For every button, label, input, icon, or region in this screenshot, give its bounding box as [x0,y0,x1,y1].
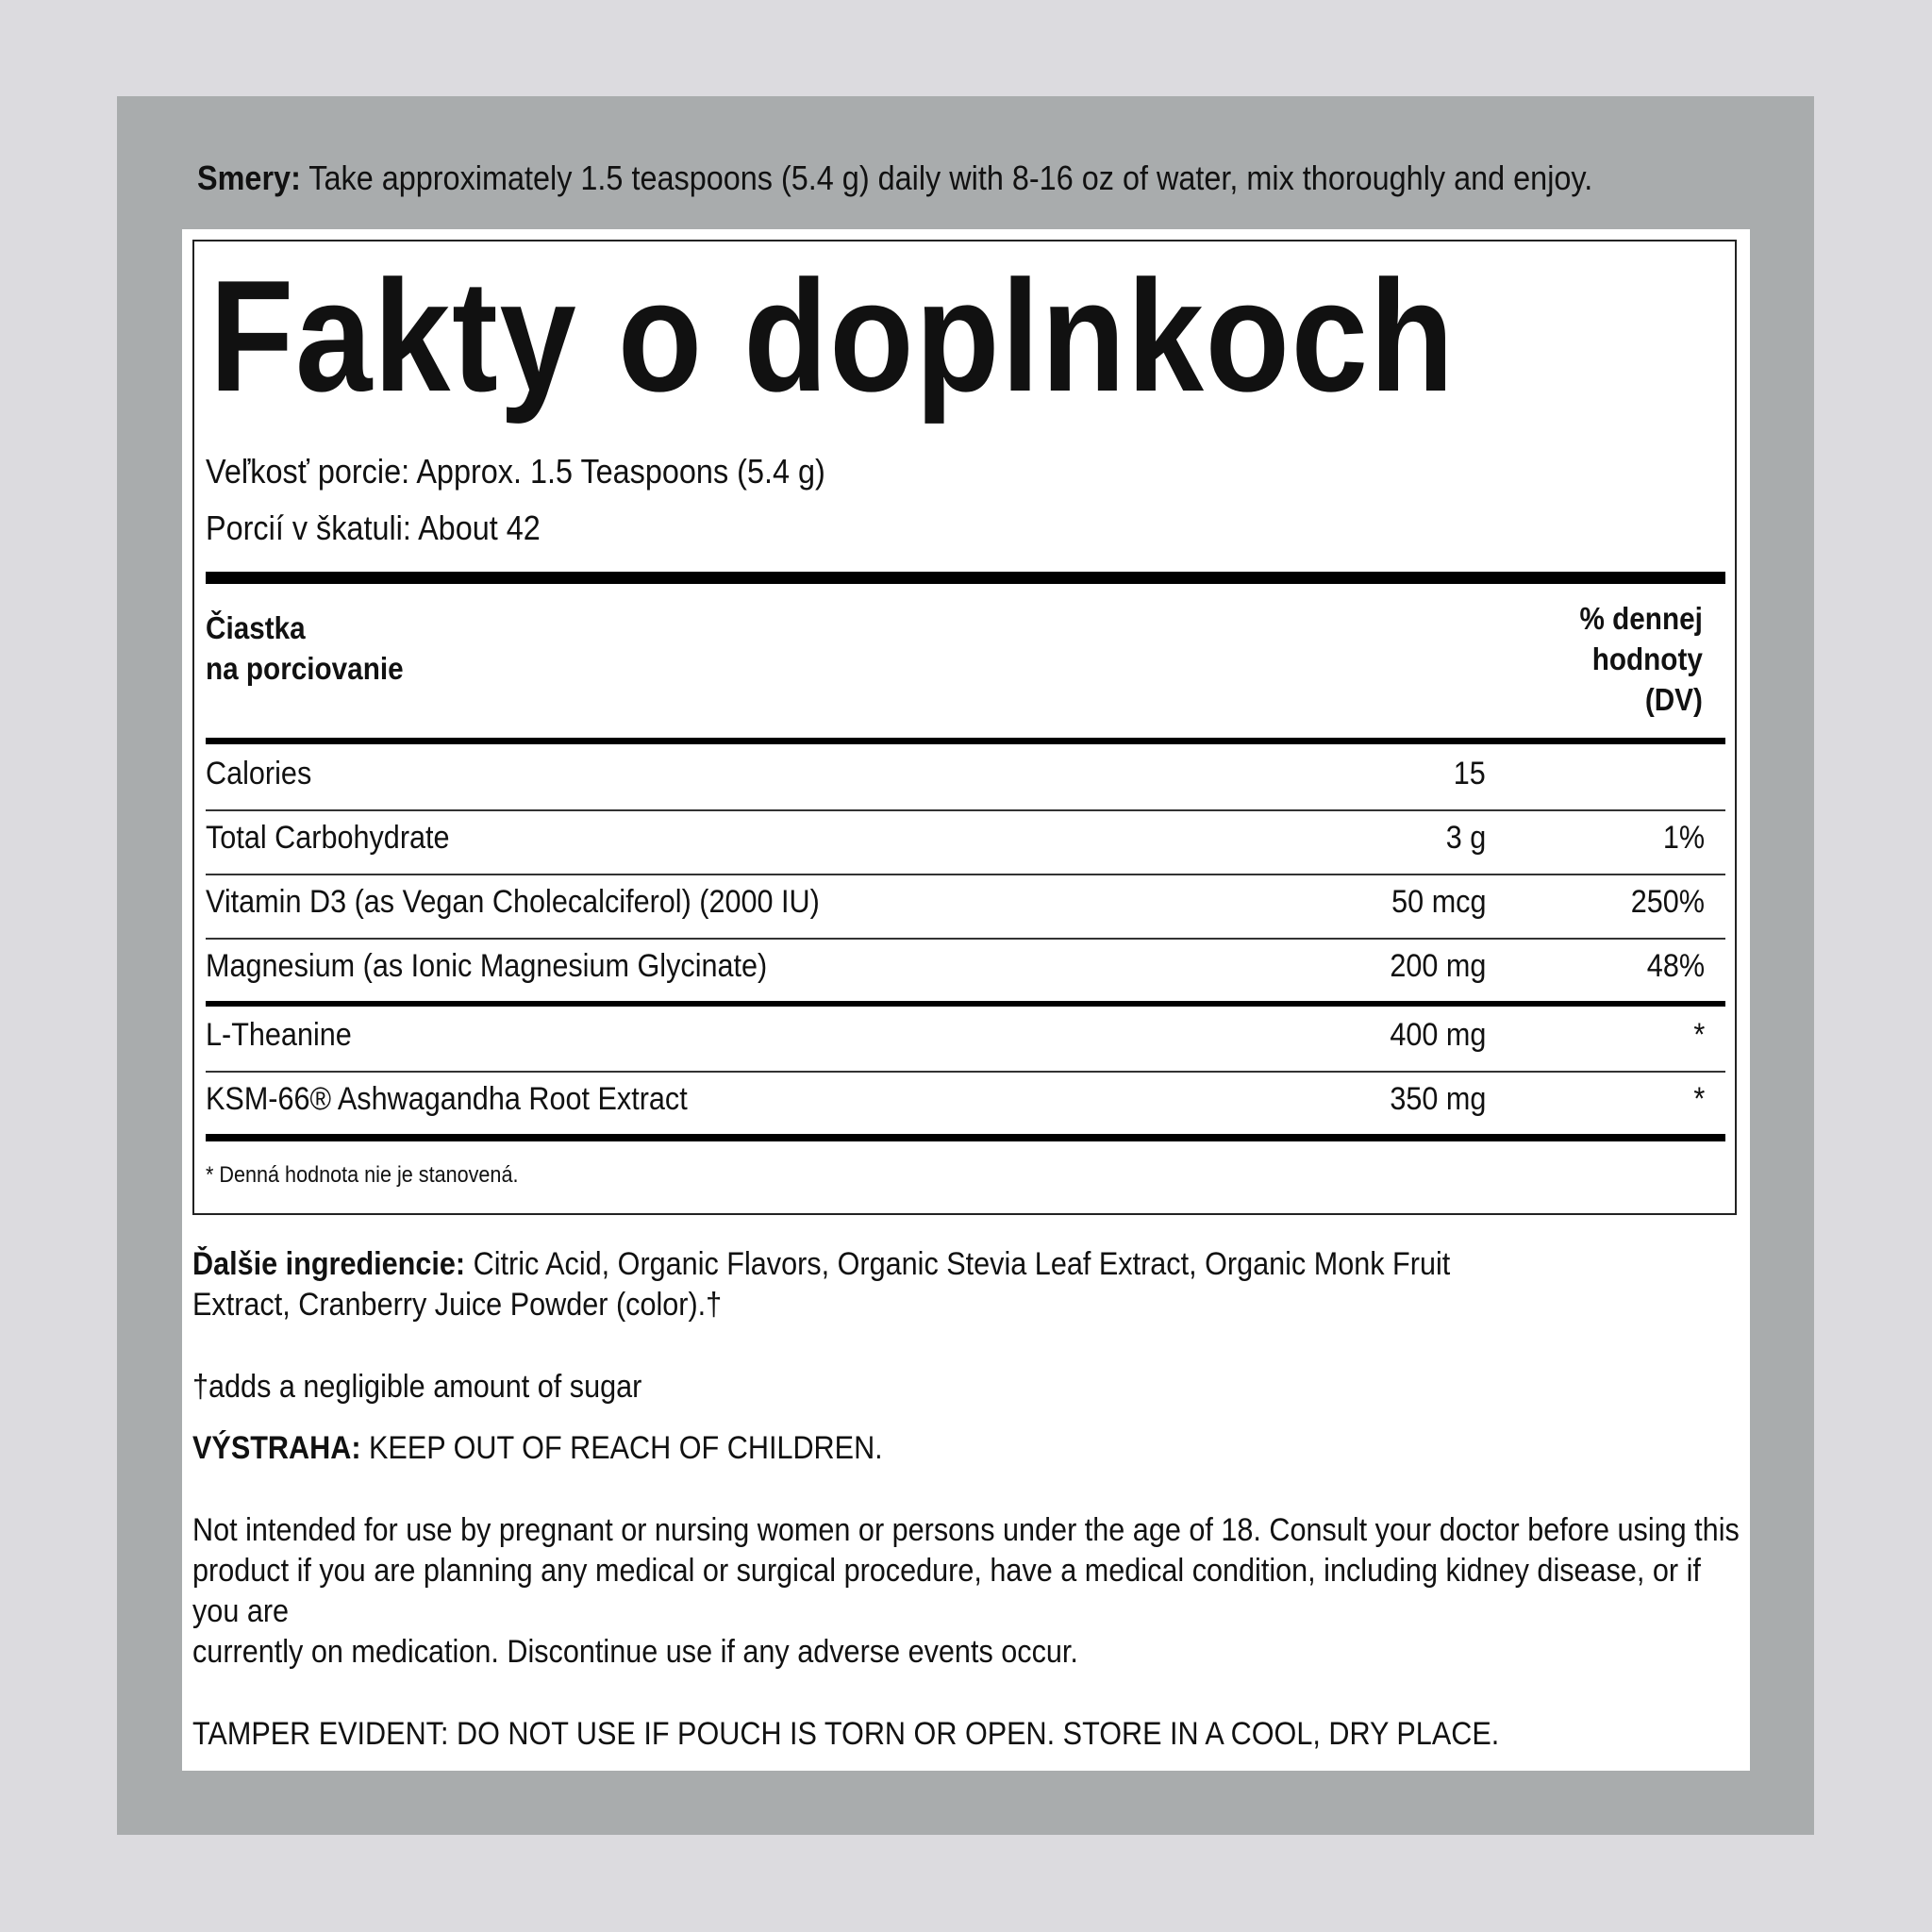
row-divider [206,1071,1725,1073]
nutrient-amount: 350 mg [1389,1081,1486,1117]
thick-divider-top [206,572,1725,584]
row-divider [206,938,1725,940]
caution-line3: you are [192,1593,290,1629]
header-right-line3: (DV) [1644,682,1703,717]
directions [197,156,1592,201]
nutrient-name: L-Theanine [206,1017,352,1053]
caution-paragraph [192,1510,1740,1673]
header-left-line1: Čiastka [206,610,306,645]
directions-label: Smery: [197,158,301,197]
amount-per-serving-header [206,608,404,689]
caution-line2: product if you are planning any medical or surgical procedure, have a medical condition, including kidney disease, or if [192,1553,1701,1589]
nutrient-dv: * [1693,1081,1705,1117]
nutrient-amount: 15 [1453,756,1486,791]
serving-size: Veľkosť porcie: Approx. 1.5 Teaspoons (5.4 g) [206,452,825,491]
sugar-note: †adds a negligible amount of sugar [192,1369,642,1405]
tamper-evident: TAMPER EVIDENT: DO NOT USE IF POUCH IS TORN OR OPEN. STORE IN A COOL, DRY PLACE. [192,1716,1500,1752]
row-divider [206,809,1725,811]
other-ingredients-line1: Citric Acid, Organic Flavors, Organic Stevia Leaf Extract, Organic Monk Fruit [465,1246,1451,1282]
divider-section [206,1001,1725,1007]
nutrient-name: KSM-66® Ashwagandha Root Extract [206,1081,688,1117]
nutrient-name: Vitamin D3 (as Vegan Cholecalciferol) (2000 IU) [206,884,820,920]
other-ingredients-line2: Extract, Cranberry Juice Powder (color).† [192,1287,723,1323]
warning-text: KEEP OUT OF REACH OF CHILDREN. [360,1430,883,1466]
nutrient-dv: 250% [1630,884,1705,920]
directions-text: Take approximately 1.5 teaspoons (5.4 g) daily with 8-16 oz of water, mix thoroughly and enjoy. [300,158,1593,197]
daily-value-header [1580,598,1703,720]
nutrient-amount: 50 mcg [1391,884,1486,920]
thick-divider-bottom [206,1134,1725,1141]
facts-title: Fakty o doplnkoch [209,247,1456,425]
servings-per-container: Porcií v škatuli: About 42 [206,508,541,547]
header-right-line2: hodnoty [1591,641,1703,676]
nutrient-dv: 48% [1646,948,1705,984]
warning-label: VÝSTRAHA: [192,1430,361,1466]
nutrient-amount: 3 g [1445,820,1486,856]
nutrient-amount: 400 mg [1389,1017,1486,1053]
header-left-line2: na porciovanie [206,651,404,686]
nutrient-dv: * [1693,1017,1705,1053]
nutrient-name: Total Carbohydrate [206,820,450,856]
nutrient-amount: 200 mg [1389,948,1486,984]
other-ingredients-label: Ďalšie ingrediencie: [192,1246,466,1282]
dv-footnote: * Denná hodnota nie je stanovená. [206,1162,519,1188]
header-right-line1: % dennej [1579,601,1703,636]
nutrient-dv: 1% [1662,820,1705,856]
warning [192,1428,883,1469]
divider-header [206,738,1725,744]
nutrient-name: Magnesium (as Ionic Magnesium Glycinate) [206,948,768,984]
nutrient-name: Calories [206,756,312,791]
caution-line1: Not intended for use by pregnant or nursing women or persons under the age of 18. Consult your doctor before using this [192,1512,1740,1548]
other-ingredients [192,1244,1450,1325]
row-divider [206,874,1725,875]
caution-line4: currently on medication. Discontinue use if any adverse events occur. [192,1634,1078,1670]
supplement-facts-box [192,240,1737,1215]
